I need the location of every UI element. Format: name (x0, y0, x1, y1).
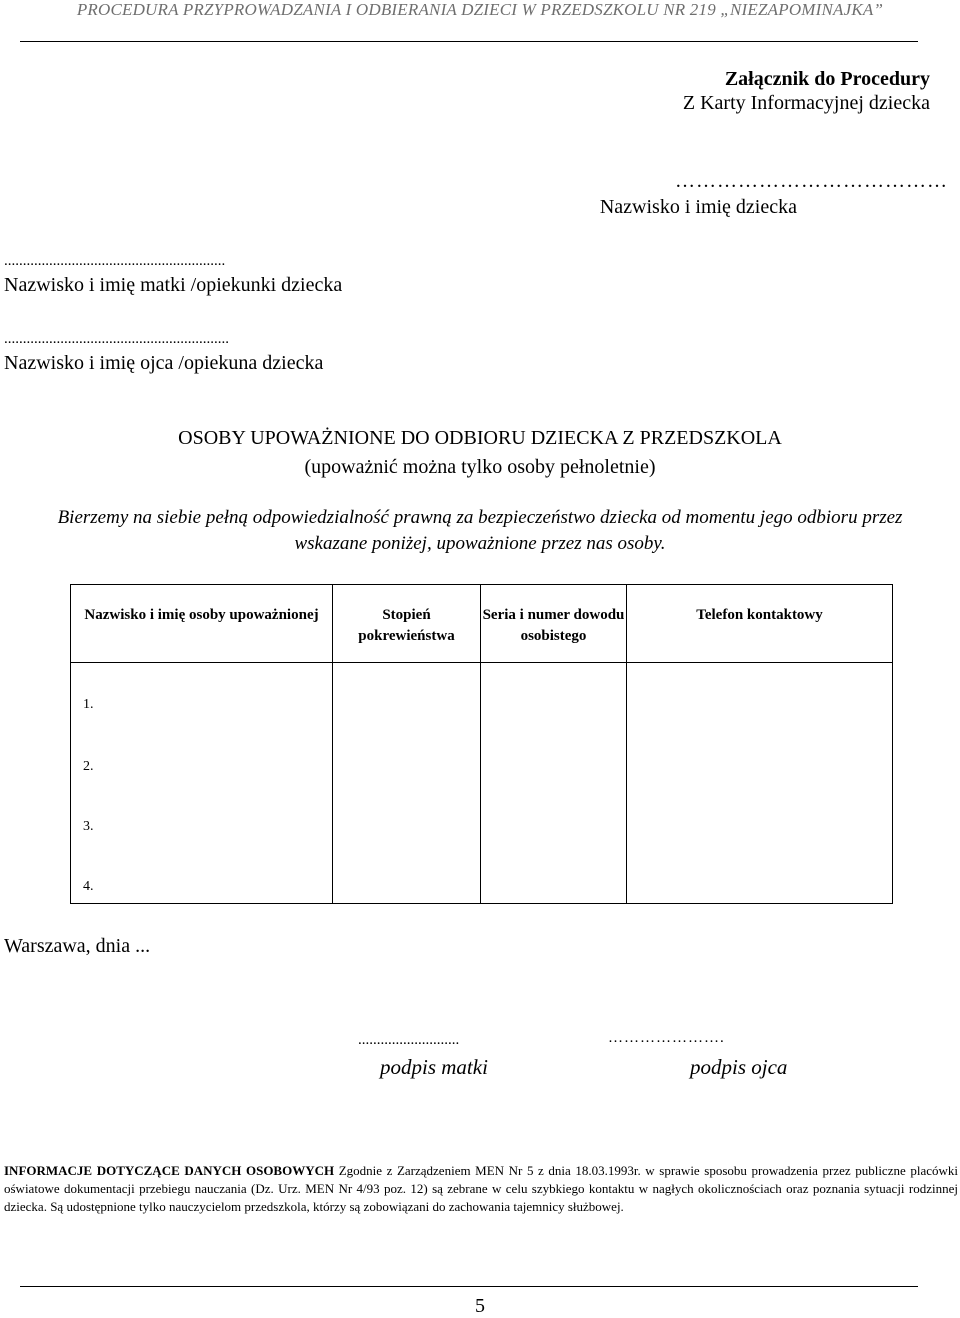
annex-title: Załącznik do Procedury (724, 68, 930, 90)
authorized-persons-table (70, 584, 893, 904)
date-line: Warszawa, dnia ... (4, 935, 151, 957)
row-number: 2. (83, 759, 94, 774)
header-rule (20, 41, 918, 42)
section-title: OSOBY UPOWAŻNIONE DO ODBIORU DZIECKA Z PRZEDSZKOLA (178, 427, 782, 449)
header-relationship: Stopień pokrewieństwa (333, 585, 481, 663)
mother-name-label: Nazwisko i imię matki /opiekunki dziecka (4, 274, 343, 296)
responsibility-statement: Bierzemy na siebie pełną odpowiedzialność prawną za bezpieczeństwo dziecka od momentu jego odbioru przez wskazane poniżej, upoważnione przez nas osoby. (57, 507, 903, 554)
header-name: Nazwisko i imię osoby upoważnionej (71, 585, 333, 663)
mother-signature-dots: ........................... (358, 1032, 460, 1048)
table-row (71, 845, 893, 904)
table-header-row (71, 585, 893, 663)
row-number: 4. (83, 879, 94, 894)
mother-name-dots: ........................................................... (4, 253, 226, 269)
header-id-number: Seria i numer dowodu osobistego (481, 585, 627, 663)
personal-data-info (4, 1162, 958, 1216)
table-row (71, 785, 893, 845)
footer-rule (20, 1286, 918, 1287)
father-signature-label: podpis ojca (690, 1055, 788, 1079)
row-number: 1. (83, 697, 94, 712)
father-name-dots: ............................................................ (4, 331, 229, 347)
father-name-label: Nazwisko i imię ojca /opiekuna dziecka (4, 352, 324, 374)
child-name-label: Nazwisko i imię dziecka (599, 196, 797, 218)
table-row (71, 725, 893, 785)
table-row (71, 663, 893, 726)
annex-subtitle: Z Karty Informacyjnej dziecka (682, 92, 930, 114)
father-signature-dots: …………………. (608, 1030, 725, 1046)
header-phone: Telefon kontaktowy (627, 585, 893, 663)
child-name-dots: ………………………………… (675, 170, 948, 192)
info-title: INFORMACJE DOTYCZĄCE DANYCH OSOBOWYCH (4, 1163, 335, 1178)
section-subtitle: (upoważnić można tylko osoby pełnoletnie) (304, 456, 656, 478)
page-number: 5 (475, 1295, 485, 1317)
mother-signature-label: podpis matki (380, 1055, 488, 1079)
info-text: Zgodnie z Zarządzeniem MEN Nr 5 z dnia 18.03.1993r. w sprawie sposobu prowadzenia przez publiczne placówki oświatowe dokumentacji przebiegu nauczania (Dz. Urz. MEN Nr 4/93 poz. 12) są zebrane w celu szybkiego kontaktu w nagłych okolicznościach oraz poznania sytuacji rodzinnej dziecka. Są udostępnione tylko nauczycielom przedszkola, którzy są zobowiązani do zachowania tajemnicy służbowej. (4, 1163, 958, 1214)
row-number: 3. (83, 819, 94, 834)
running-header: PROCEDURA PRZYPROWADZANIA I ODBIERANIA DZIECI W PRZEDSZKOLU NR 219 „NIEZAPOMINAJKA” (76, 0, 884, 19)
